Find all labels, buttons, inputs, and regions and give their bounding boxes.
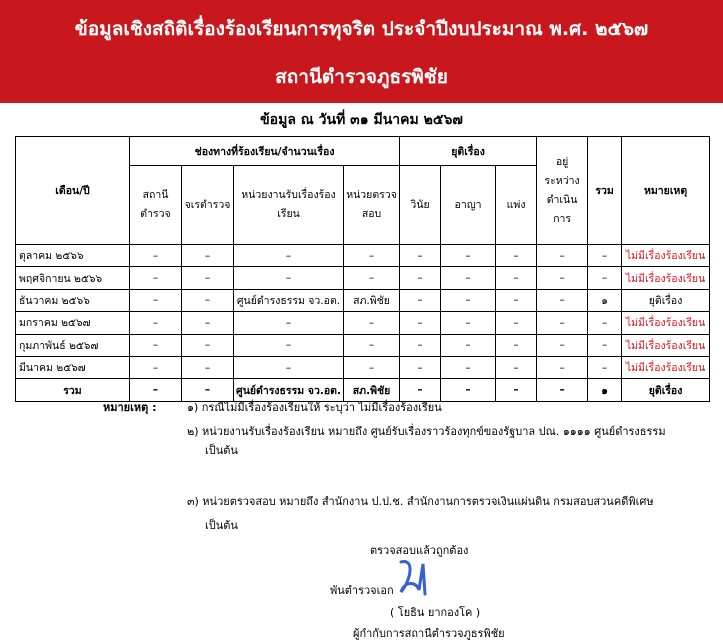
cell-inspect: สภ.พิชัย (344, 379, 400, 401)
header-total: รวม (588, 137, 622, 245)
cell-remark: ยุติเรื่อง (622, 379, 710, 401)
cell-station: – (130, 379, 182, 401)
cell-station: – (130, 356, 182, 378)
cell-jr: – (182, 312, 234, 334)
cell-station: – (130, 245, 182, 267)
cell-station: – (130, 334, 182, 356)
header-civil: แพ่ง (496, 166, 537, 245)
cell-remark: ไม่มีเรื่องร้องเรียน (622, 312, 710, 334)
cell-total: ๑ (588, 289, 622, 311)
cell-inspect: – (344, 245, 400, 267)
signer-rank: พันตำรวจเอก (330, 584, 394, 597)
cell-progress: – (537, 245, 588, 267)
cell-progress: – (537, 289, 588, 311)
header-station: สถานีตำรวจ (130, 166, 182, 245)
cell-month: รวม (16, 379, 130, 401)
cell-jr: – (182, 267, 234, 289)
cell-civil: – (496, 267, 537, 289)
cell-remark: ไม่มีเรื่องร้องเรียน (622, 267, 710, 289)
cell-discipline: – (400, 267, 441, 289)
signer-position: ผู้กำกับการสถานีตำรวจภูธรพิชัย (353, 627, 505, 640)
cell-progress: – (537, 379, 588, 401)
handwritten-signature (395, 556, 439, 600)
cell-criminal: – (441, 334, 496, 356)
cell-month: มกราคม ๒๕๖๗ (16, 312, 130, 334)
cell-month: พฤศจิกายน ๒๕๖๖ (16, 267, 130, 289)
cell-total: – (588, 245, 622, 267)
cell-jr: – (182, 334, 234, 356)
header-discipline: วินัย (400, 166, 441, 245)
cell-discipline: – (400, 334, 441, 356)
cell-civil: – (496, 289, 537, 311)
table-row (16, 289, 710, 311)
cell-inspect: – (344, 312, 400, 334)
cell-station: – (130, 289, 182, 311)
header-receiving-unit: หน่วยงานรับเรื่องร้องเรียน (234, 166, 344, 245)
cell-receiving: – (234, 267, 344, 289)
table-row (16, 356, 710, 378)
cell-progress: – (537, 334, 588, 356)
note-2: ๒) หน่วยงานรับเรื่องร้องเรียน หมายถึง ศูนย์รับเรื่องราวร้องทุกข์ของรัฐบาล ปณ. ๑๑๑๑ ศูนย์ดำรงธรรม (187, 425, 666, 438)
cell-civil: – (496, 379, 537, 401)
cell-total: – (588, 334, 622, 356)
header-month: เดือน/ปี (16, 137, 130, 245)
cell-inspect: – (344, 356, 400, 378)
cell-total: – (588, 312, 622, 334)
cell-month: กุมภาพันธ์ ๒๕๖๗ (16, 334, 130, 356)
cell-jr: – (182, 289, 234, 311)
header-jr: จเรตำรวจ (182, 166, 234, 245)
note-2-cont: เป็นต้น (205, 444, 238, 457)
header-inspect-unit: หน่วยตรวจสอบ (344, 166, 400, 245)
cell-month: ตุลาคม ๒๕๖๖ (16, 245, 130, 267)
cell-receiving: – (234, 356, 344, 378)
cell-discipline: – (400, 379, 441, 401)
cell-progress: – (537, 312, 588, 334)
cell-civil: – (496, 312, 537, 334)
cell-remark: ไม่มีเรื่องร้องเรียน (622, 245, 710, 267)
cell-station: – (130, 267, 182, 289)
note-1: ๑) กรณีไม่มีเรื่องร้องเรียนให้ ระบุว่า ไม่มีเรื่องร้องเรียน (187, 401, 442, 414)
cell-civil: – (496, 245, 537, 267)
note-3-cont: เป็นต้น (205, 519, 238, 532)
cell-remark: ยุติเรื่อง (622, 289, 710, 311)
cell-inspect: สภ.พิชัย (344, 289, 400, 311)
cell-criminal: – (441, 379, 496, 401)
cell-total: – (588, 267, 622, 289)
header-channels: ช่องทางที่ร้องเรียน/จำนวนเรื่อง (130, 137, 400, 166)
cell-total: ๑ (588, 379, 622, 401)
cell-receiving: – (234, 312, 344, 334)
cell-jr: – (182, 356, 234, 378)
report-title: ข้อมูลเชิงสถิติเรื่องร้องเรียนการทุจริต ประจำปีงบประมาณ พ.ศ. ๒๕๖๗ (74, 18, 649, 40)
cell-station: – (130, 312, 182, 334)
complaint-stats-table (15, 136, 710, 402)
cell-remark: ไม่มีเรื่องร้องเรียน (622, 356, 710, 378)
cell-month: มีนาคม ๒๕๖๗ (16, 356, 130, 378)
cell-progress: – (537, 267, 588, 289)
cell-month: ธันวาคม ๒๕๖๖ (16, 289, 130, 311)
cell-remark: ไม่มีเรื่องร้องเรียน (622, 334, 710, 356)
cell-discipline: – (400, 356, 441, 378)
as-of-date: ข้อมูล ณ วันที่ ๓๑ มีนาคม ๒๕๖๗ (260, 112, 463, 128)
note-3: ๓) หน่วยตรวจสอบ หมายถึง สำนักงาน ป.ป.ช. สำนักงานการตรวจเงินแผ่นดิน กรมสอบสวนคดีพิเศษ (187, 495, 654, 508)
cell-receiving: – (234, 245, 344, 267)
cell-criminal: – (441, 245, 496, 267)
cell-discipline: – (400, 312, 441, 334)
cell-criminal: – (441, 312, 496, 334)
cell-receiving: – (234, 334, 344, 356)
cell-civil: – (496, 356, 537, 378)
cell-receiving: ศูนย์ดำรงธรรม จว.อต. (234, 289, 344, 311)
table-row (16, 267, 710, 289)
cell-progress: – (537, 356, 588, 378)
cell-inspect: – (344, 334, 400, 356)
station-title: สถานีตำรวจภูธรพิชัย (275, 66, 448, 88)
cell-criminal: – (441, 289, 496, 311)
cell-criminal: – (441, 356, 496, 378)
header-resolved: ยุติเรื่อง (400, 137, 537, 166)
title-banner (0, 0, 723, 103)
table-row (16, 334, 710, 356)
table-row (16, 245, 710, 267)
header-in-progress: อยู่ระหว่างดำเนินการ (537, 137, 588, 245)
header-criminal: อาญา (441, 166, 496, 245)
cell-receiving: ศูนย์ดำรงธรรม จว.อต. (234, 379, 344, 401)
cell-jr: – (182, 245, 234, 267)
cell-jr: – (182, 379, 234, 401)
verified-text: ตรวจสอบแล้วถูกต้อง (370, 544, 469, 557)
header-remark: หมายเหตุ (622, 137, 710, 245)
cell-total: – (588, 356, 622, 378)
signer-name: ( โยธิน ยากองโค ) (390, 606, 481, 619)
cell-discipline: – (400, 245, 441, 267)
cell-civil: – (496, 334, 537, 356)
notes-label: หมายเหตุ : (103, 401, 157, 414)
cell-criminal: – (441, 267, 496, 289)
cell-discipline: – (400, 289, 441, 311)
cell-inspect: – (344, 267, 400, 289)
table-row (16, 312, 710, 334)
